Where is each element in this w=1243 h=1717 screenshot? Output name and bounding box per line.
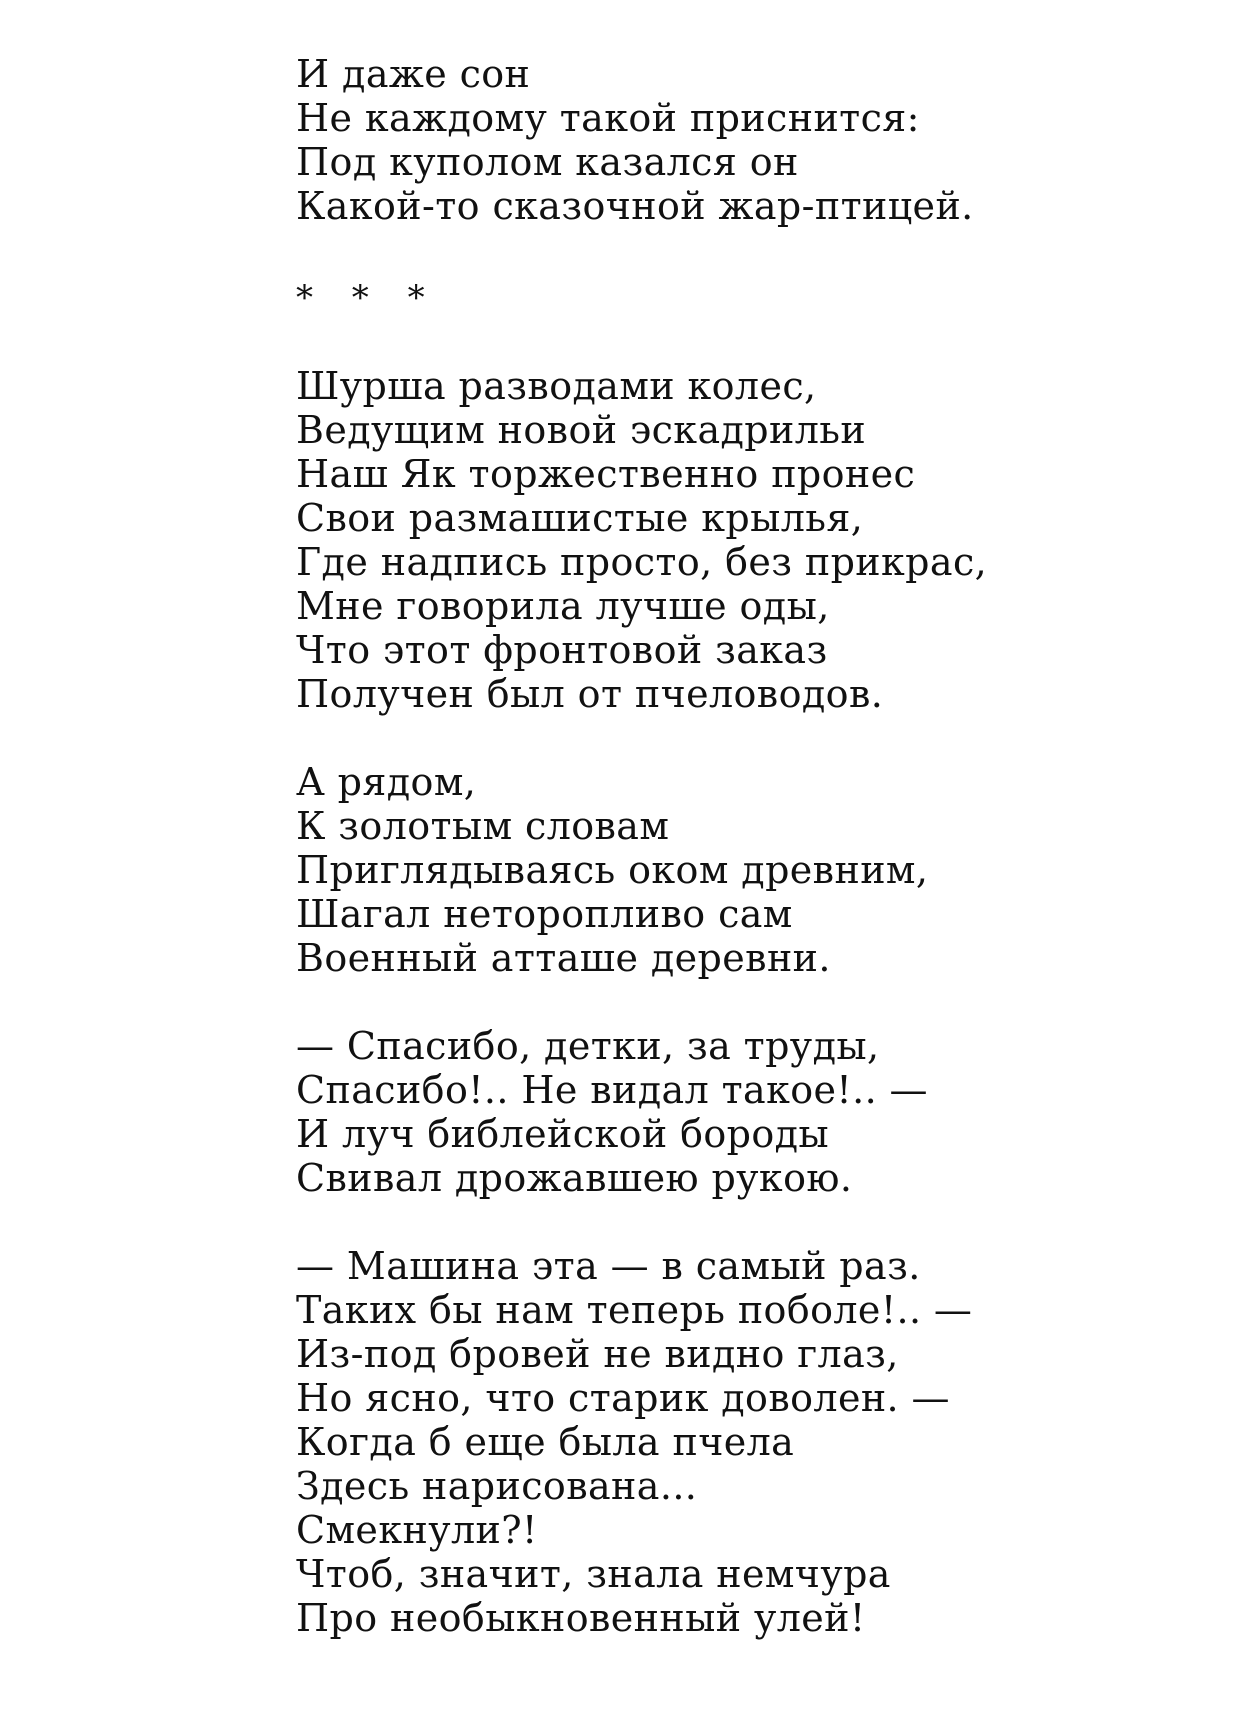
poem-line: Когда б еще была пчела [296, 1420, 795, 1464]
poem-line: Не каждому такой приснится: [296, 96, 920, 140]
poem-line: Свивал дрожавшею рукою. [296, 1156, 853, 1200]
poem-text [296, 52, 1196, 1640]
poem-line: И луч библейской бороды [296, 1112, 830, 1156]
poem-line: А рядом, [296, 760, 477, 804]
poem-line: Приглядываясь оком древним, [296, 848, 929, 892]
stanza-4 [296, 1024, 1196, 1200]
asterism: * * * [296, 278, 439, 318]
stanza-1 [296, 52, 1196, 228]
poem-line: Шурша разводами колес, [296, 364, 817, 408]
section-separator [296, 272, 1196, 364]
poem-line: Ведущим новой эскадрильи [296, 408, 867, 452]
poem-line: Чтоб, значит, знала немчура [296, 1552, 891, 1596]
poem-line: К золотым словам [296, 804, 670, 848]
poem-line: Спасибо!.. Не видал такое!.. — [296, 1068, 928, 1112]
poem-line: Наш Як торжественно пронес [296, 452, 916, 496]
poem-line: И даже сон [296, 52, 531, 96]
poem-line: Мне говорила лучше оды, [296, 584, 830, 628]
stanza-3 [296, 760, 1196, 980]
poem-line: Военный атташе деревни. [296, 936, 831, 980]
poem-line: Получен был от пчеловодов. [296, 672, 884, 716]
poem-line: Где надпись просто, без прикрас, [296, 540, 988, 584]
poem-line: Под куполом казался он [296, 140, 799, 184]
poem-line: Про необыкновенный улей! [296, 1596, 866, 1640]
poem-line: Здесь нарисована... [296, 1464, 698, 1508]
poem-line: Шагал неторопливо сам [296, 892, 793, 936]
poem-line: Свои размашистые крылья, [296, 496, 864, 540]
stanza-2 [296, 364, 1196, 716]
poem-line: Таких бы нам теперь поболе!.. — [296, 1288, 973, 1332]
poem-line: Какой-то сказочной жар-птицей. [296, 184, 974, 228]
stanza-5 [296, 1244, 1196, 1640]
poem-line: — Спасибо, детки, за труды, [296, 1024, 880, 1068]
poem-line: Из-под бровей не видно глаз, [296, 1332, 899, 1376]
poem-line: Но ясно, что старик доволен. — [296, 1376, 950, 1420]
poem-line: Смекнули?! [296, 1508, 538, 1552]
poem-line: Что этот фронтовой заказ [296, 628, 828, 672]
poem-line: — Машина эта — в самый раз. [296, 1244, 921, 1288]
